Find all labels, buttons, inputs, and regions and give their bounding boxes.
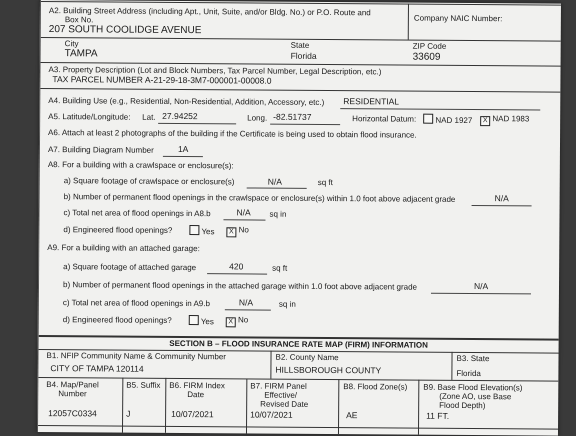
- b9-label-1: B9. Base Flood Elevation(s): [423, 382, 523, 393]
- datum-label: Horizontal Datum:: [352, 114, 417, 124]
- b6-label-1: B6. FIRM Index: [169, 380, 225, 391]
- b1-value[interactable]: CITY OF TAMPA 120114: [50, 363, 144, 374]
- zip-value[interactable]: 33609: [412, 51, 441, 63]
- a2-label-1: A2. Building Street Address (including Apt., Unit, Suite, and/or Bldg. No.) or P.O. Route and: [48, 6, 371, 18]
- b8-value[interactable]: AE: [346, 410, 358, 421]
- state-value[interactable]: Florida: [290, 50, 317, 61]
- section-b-title: SECTION B – FLOOD INSURANCE RATE MAP (FIRM) INFORMATION: [169, 338, 428, 350]
- a8a-label: a) Square footage of crawlspace or enclosure(s): [63, 176, 235, 187]
- rule: [122, 378, 123, 433]
- b7-label-3: Revised Date: [260, 399, 309, 410]
- a8b-label: b) Number of permanent flood openings in the crawlspace or enclosure(s) within 1.0 foot above adjacent grade: [63, 192, 456, 204]
- state-label: State: [290, 40, 310, 50]
- b7-label: [250, 381, 308, 409]
- a8c-label: c) Total net area of flood openings in A8.b: [63, 208, 211, 219]
- long-underline: [270, 124, 340, 125]
- a7-underline: [163, 156, 203, 157]
- a8a-unit: sq ft: [317, 177, 333, 188]
- long-label: Long.: [247, 113, 268, 123]
- b5-label: B5. Suffix: [126, 380, 161, 390]
- a4-underline: [340, 108, 540, 110]
- rule: [40, 88, 560, 93]
- b1-label: B1. NFIP Community Name & Community Number: [46, 351, 227, 362]
- a9d-yes-option[interactable]: [189, 315, 214, 326]
- b7-label-1: B7. FIRM Panel: [250, 381, 307, 391]
- a8a-value[interactable]: N/A: [267, 176, 282, 187]
- rule: [41, 1, 561, 6]
- lat-underline: [158, 123, 236, 125]
- city-value[interactable]: TAMPA: [64, 48, 98, 60]
- b4-label-1: B4. Map/Panel: [46, 380, 99, 390]
- long-value[interactable]: -82.51737: [273, 111, 312, 122]
- b2-value[interactable]: HILLSBOROUGH COUNTY: [275, 364, 382, 376]
- a9d-no-checkbox[interactable]: X: [226, 317, 236, 327]
- b9-label-2: (Zone AO, use Base: [439, 391, 512, 402]
- a9c-label: c) Total net area of flood openings in A9.b: [62, 298, 210, 309]
- b6-value[interactable]: 10/07/2021: [171, 408, 214, 420]
- a8d-no-option[interactable]: [226, 225, 249, 237]
- elevation-certificate-page: [37, 0, 561, 436]
- b3-value[interactable]: Florida: [456, 368, 481, 379]
- b3-label: B3. State: [456, 353, 490, 364]
- nad1983-option[interactable]: [480, 114, 529, 126]
- a9c-value[interactable]: N/A: [238, 297, 254, 308]
- a9d-no-label: No: [237, 315, 249, 325]
- a8d-label: d) Engineered flood openings?: [63, 225, 173, 235]
- a9a-unit: sq ft: [272, 263, 288, 273]
- naic-label: Company NAIC Number:: [413, 13, 503, 24]
- b9-label-3: Flood Depth): [439, 401, 486, 411]
- b6-label-2: Date: [187, 390, 205, 400]
- a8d-yes-label: Yes: [201, 227, 215, 237]
- b6-label: [169, 381, 225, 400]
- rule: [270, 351, 271, 379]
- a5-label: A5. Latitude/Longitude:: [48, 112, 131, 122]
- a9d-no-option[interactable]: [226, 315, 249, 327]
- a9-label: A9. For a building with an attached garage:: [47, 243, 200, 254]
- a4-value[interactable]: RESIDENTIAL: [343, 96, 400, 107]
- a9a-value[interactable]: 420: [229, 261, 244, 272]
- a8c-value[interactable]: N/A: [236, 207, 251, 218]
- lat-label: Lat.: [142, 112, 156, 122]
- rule: [408, 4, 409, 40]
- a9d-yes-checkbox[interactable]: [189, 315, 199, 325]
- b7-label-2: Effective/: [264, 390, 298, 400]
- a8d-no-label: No: [238, 225, 249, 235]
- a3-label: A3. Property Description (Lot and Block Numbers, Tax Parcel Number, Legal Description, etc.): [48, 65, 382, 77]
- nad1927-checkbox[interactable]: [423, 114, 433, 124]
- b5-value[interactable]: J: [126, 408, 131, 419]
- a9d-yes-label: Yes: [200, 317, 214, 327]
- a8b-underline: [472, 205, 532, 206]
- nad1927-label: NAD 1927: [435, 115, 473, 126]
- a9b-label: b) Number of permanent flood openings in the attached garage within 1.0 foot above adjacent grade: [62, 280, 418, 292]
- b4-label: [46, 380, 99, 399]
- a7-value[interactable]: 1A: [177, 143, 189, 155]
- a6-label: A6. Attach at least 2 photographs of the building if the Certificate is being used to obtain flood insurance.: [48, 128, 417, 140]
- b2-label: B2. County Name: [275, 352, 339, 363]
- b9-label: [423, 383, 522, 411]
- nad1983-checkbox[interactable]: X: [480, 116, 490, 126]
- b7-value[interactable]: 10/07/2021: [250, 409, 293, 420]
- a8d-yes-checkbox[interactable]: [189, 225, 199, 235]
- a8c-underline: [223, 219, 265, 220]
- rule: [338, 379, 339, 434]
- a9d-label: d) Engineered flood openings?: [62, 315, 172, 325]
- a9c-underline: [225, 309, 271, 310]
- a9b-value[interactable]: N/A: [473, 281, 489, 292]
- city-label: City: [64, 39, 79, 49]
- a8b-value[interactable]: N/A: [494, 193, 509, 204]
- rule: [246, 378, 247, 433]
- rule: [165, 378, 166, 433]
- b8-label: B8. Flood Zone(s): [343, 382, 408, 392]
- a8-label: A8. For a building with a crawlspace or enclosure(s):: [47, 160, 234, 171]
- a3-value[interactable]: TAX PARCEL NUMBER A-21-29-18-3M7-000001-00008.0: [52, 74, 272, 86]
- lat-value[interactable]: 27.94252: [162, 110, 198, 122]
- a9c-unit: sq in: [278, 299, 296, 309]
- zip-label: ZIP Code: [412, 41, 447, 51]
- a8c-unit: sq in: [269, 209, 287, 219]
- a8d-no-checkbox[interactable]: X: [226, 227, 236, 237]
- b4-value[interactable]: 12057C0334: [48, 408, 97, 419]
- a2-address-value[interactable]: 207 SOUTH COOLIDGE AVENUE: [48, 24, 202, 37]
- a9a-label: a) Square footage of attached garage: [63, 262, 197, 273]
- a9b-underline: [431, 293, 531, 295]
- a4-label: A4. Building Use (e.g., Residential, Non-Residential, Addition, Accessory, etc.): [48, 96, 325, 107]
- rule: [451, 352, 452, 380]
- a9a-underline: [207, 273, 267, 274]
- a8a-underline: [247, 187, 307, 188]
- b4-label-2: Number: [58, 389, 87, 399]
- nad1983-label: NAD 1983: [492, 114, 530, 124]
- rule: [38, 425, 558, 430]
- nad1927-option[interactable]: [423, 114, 472, 126]
- a2-label-2: Box No.: [64, 15, 94, 25]
- a8d-yes-option[interactable]: [189, 225, 214, 236]
- a7-label: A7. Building Diagram Number: [47, 145, 154, 155]
- rule: [418, 380, 419, 435]
- b9-value[interactable]: 11 FT.: [426, 410, 450, 421]
